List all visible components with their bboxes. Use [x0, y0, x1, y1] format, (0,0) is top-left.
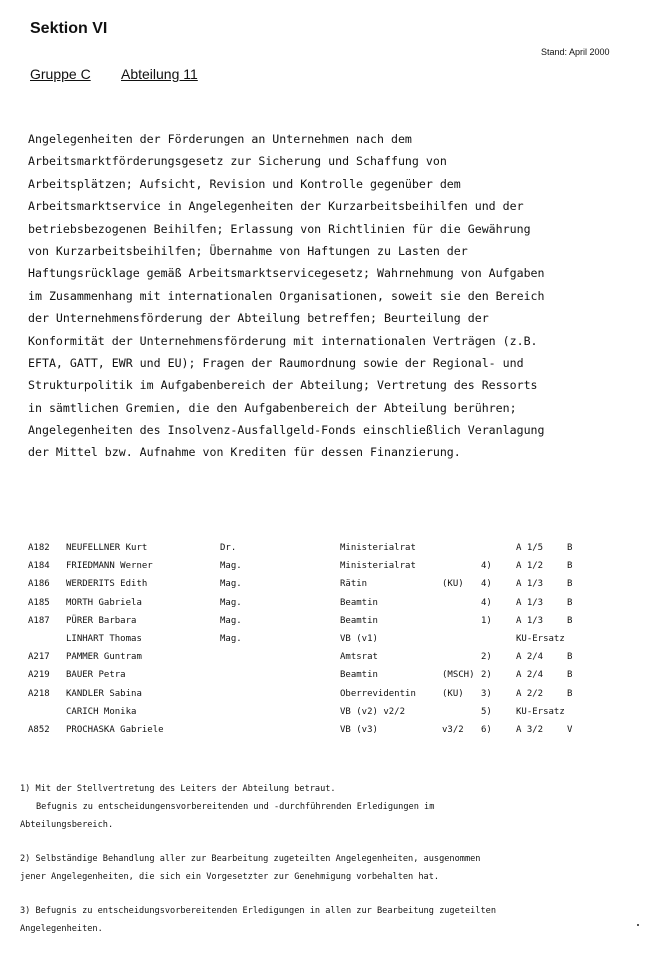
section-title: Sektion VI — [30, 20, 108, 37]
staff-footnote-ref: 4) — [481, 579, 492, 590]
table-row — [0, 725, 656, 743]
staff-code: A219 — [28, 670, 50, 681]
staff-academic-title: Mag. — [220, 561, 242, 572]
staff-position: VB (v3) — [340, 724, 378, 735]
staff-footnote-ref: 5) — [481, 706, 492, 717]
staff-grade: A 3/2 — [516, 724, 544, 735]
footnotes — [20, 780, 496, 938]
staff-class: B — [567, 543, 573, 553]
staff-name: PÜRER Barbara — [66, 615, 137, 626]
staff-code: A185 — [28, 597, 50, 608]
paragraph-line: EFTA, GATT, EWR und EU); Fragen der Raumordnung sowie der Regional- und — [28, 355, 524, 370]
footnote-1 — [20, 780, 496, 834]
staff-name: WERDERITS Edith — [66, 579, 148, 590]
footnote-line: Angelegenheiten. — [20, 924, 103, 934]
paragraph-line: Arbeitsmarktförderungsgesetz zur Sicherung und Schaffung von — [28, 154, 447, 169]
paragraph-line: im Zusammenhang mit internationalen Organisationen, soweit sie den Bereich — [28, 288, 545, 303]
staff-academic-title: Dr. — [220, 543, 237, 553]
staff-position: Amtsrat — [340, 652, 378, 663]
staff-grade: KU-Ersatz — [516, 706, 565, 717]
footnote-line: jener Angelegenheiten, die sich ein Vorgesetzter zur Genehmigung vorbehalten hat. — [20, 872, 440, 882]
responsibilities-paragraph — [28, 128, 545, 464]
staff-name: BAUER Petra — [66, 670, 126, 681]
table-row — [0, 670, 656, 688]
staff-code: A217 — [28, 652, 50, 663]
staff-code: A852 — [28, 724, 50, 735]
paragraph-line: von Kurzarbeitsbeihilfen; Übernahme von Haftungen zu Lasten der — [28, 243, 468, 258]
staff-name: PROCHASKA Gabriele — [66, 724, 164, 735]
staff-footnote-ref: 4) — [481, 597, 492, 608]
paragraph-line: Arbeitsplätzen; Aufsicht, Revision und Kontrolle gegenüber dem — [28, 176, 461, 191]
staff-code: A184 — [28, 561, 50, 572]
footnote-line: 1) Mit der Stellvertretung des Leiters der Abteilung betraut. — [20, 784, 336, 794]
staff-extra: v3/2 — [442, 724, 464, 735]
paragraph-line: Haftungsrücklage gemäß Arbeitsmarktservicegesetz; Wahrnehmung von Aufgaben — [28, 266, 545, 281]
staff-grade: A 2/2 — [516, 688, 544, 699]
table-row — [0, 634, 656, 652]
paragraph-line: Strukturpolitik im Aufgabenbereich der Abteilung; Vertretung des Ressorts — [28, 378, 538, 393]
staff-position: Beamtin — [340, 597, 378, 608]
staff-name: NEUFELLNER Kurt — [66, 543, 148, 553]
staff-name: LINHART Thomas — [66, 633, 142, 644]
staff-class: B — [567, 615, 573, 626]
staff-table — [0, 543, 656, 743]
staff-footnote-ref: 3) — [481, 688, 492, 699]
staff-position: Ministerialrat — [340, 543, 416, 553]
paragraph-line: in sämtlichen Gremien, die den Aufgabenbereich der Abteilung berühren; — [28, 400, 517, 415]
staff-class: B — [567, 579, 573, 590]
stand-date: Stand: April 2000 — [541, 47, 610, 57]
staff-class: B — [567, 597, 573, 608]
staff-position: Beamtin — [340, 670, 378, 681]
table-row — [0, 652, 656, 670]
staff-position: Rätin — [340, 579, 368, 590]
staff-grade: A 1/2 — [516, 561, 544, 572]
staff-footnote-ref: 1) — [481, 615, 492, 626]
staff-grade: A 1/3 — [516, 615, 544, 626]
footnote-line: Abteilungsbereich. — [20, 820, 114, 830]
footnote-3 — [20, 902, 496, 938]
staff-class: B — [567, 688, 573, 699]
staff-extra: (KU) — [442, 579, 464, 590]
staff-class: B — [567, 652, 573, 663]
staff-footnote-ref: 4) — [481, 561, 492, 572]
staff-extra: (MSCH) — [442, 670, 475, 681]
staff-academic-title: Mag. — [220, 615, 242, 626]
staff-academic-title: Mag. — [220, 579, 242, 590]
paragraph-line: Konformität der Unternehmensförderung mit internationalen Verträgen (z.B. — [28, 333, 538, 348]
paragraph-line: Arbeitsmarktservice in Angelegenheiten der Kurzarbeitsbeihilfen und der — [28, 199, 524, 214]
staff-grade: KU-Ersatz — [516, 633, 565, 644]
staff-class: B — [567, 670, 573, 681]
staff-academic-title: Mag. — [220, 633, 242, 644]
paragraph-line: Angelegenheiten des Insolvenz-Ausfallgeld-Fonds einschließlich Veranlagung — [28, 423, 545, 438]
staff-code: A218 — [28, 688, 50, 699]
staff-class: V — [567, 724, 573, 735]
table-row — [0, 616, 656, 634]
staff-grade: A 1/5 — [516, 543, 544, 553]
staff-footnote-ref: 2) — [481, 670, 492, 681]
staff-footnote-ref: 2) — [481, 652, 492, 663]
scan-speck — [637, 924, 639, 926]
staff-position: Ministerialrat — [340, 561, 416, 572]
paragraph-line: der Unternehmensförderung der Abteilung betreffen; Beurteilung der — [28, 311, 489, 326]
footnote-line: Befugnis zu entscheidungensvorbereitenden und -durchführenden Erledigungen im — [36, 802, 435, 812]
staff-name: MORTH Gabriela — [66, 597, 142, 608]
staff-position: Oberrevidentin — [340, 688, 416, 699]
staff-name: CARICH Monika — [66, 706, 137, 717]
footnote-line: 3) Befugnis zu entscheidungsvorbereitenden Erledigungen in allen zur Bearbeitung zugeteilten — [20, 906, 496, 916]
staff-position: Beamtin — [340, 615, 378, 626]
paragraph-line: der Mittel bzw. Aufnahme von Krediten für dessen Finanzierung. — [28, 445, 461, 460]
paragraph-line: betriebsbezogenen Beihilfen; Erlassung von Richtlinien für die Gewährung — [28, 221, 531, 236]
staff-name: PAMMER Guntram — [66, 652, 142, 663]
group-heading: Gruppe C — [30, 66, 91, 82]
staff-code: A186 — [28, 579, 50, 590]
table-row — [0, 689, 656, 707]
staff-footnote-ref: 6) — [481, 724, 492, 735]
staff-name: KANDLER Sabina — [66, 688, 142, 699]
footnote-2 — [20, 850, 496, 886]
staff-grade: A 1/3 — [516, 579, 544, 590]
staff-grade: A 2/4 — [516, 652, 544, 663]
table-row — [0, 543, 656, 561]
staff-grade: A 1/3 — [516, 597, 544, 608]
department-heading: Abteilung 11 — [121, 66, 198, 82]
staff-grade: A 2/4 — [516, 670, 544, 681]
staff-name: FRIEDMANN Werner — [66, 561, 153, 572]
staff-class: B — [567, 561, 573, 572]
table-row — [0, 598, 656, 616]
staff-code: A187 — [28, 615, 50, 626]
staff-position: VB (v1) — [340, 633, 378, 644]
table-row — [0, 579, 656, 597]
staff-academic-title: Mag. — [220, 597, 242, 608]
paragraph-line: Angelegenheiten der Förderungen an Unternehmen nach dem — [28, 132, 412, 146]
staff-extra: (KU) — [442, 688, 464, 699]
table-row — [0, 707, 656, 725]
staff-code: A182 — [28, 543, 50, 553]
table-row — [0, 561, 656, 579]
staff-position: VB (v2) v2/2 — [340, 706, 406, 717]
footnote-line: 2) Selbständige Behandlung aller zur Bearbeitung zugeteilten Angelegenheiten, ausgenommen — [20, 854, 481, 864]
